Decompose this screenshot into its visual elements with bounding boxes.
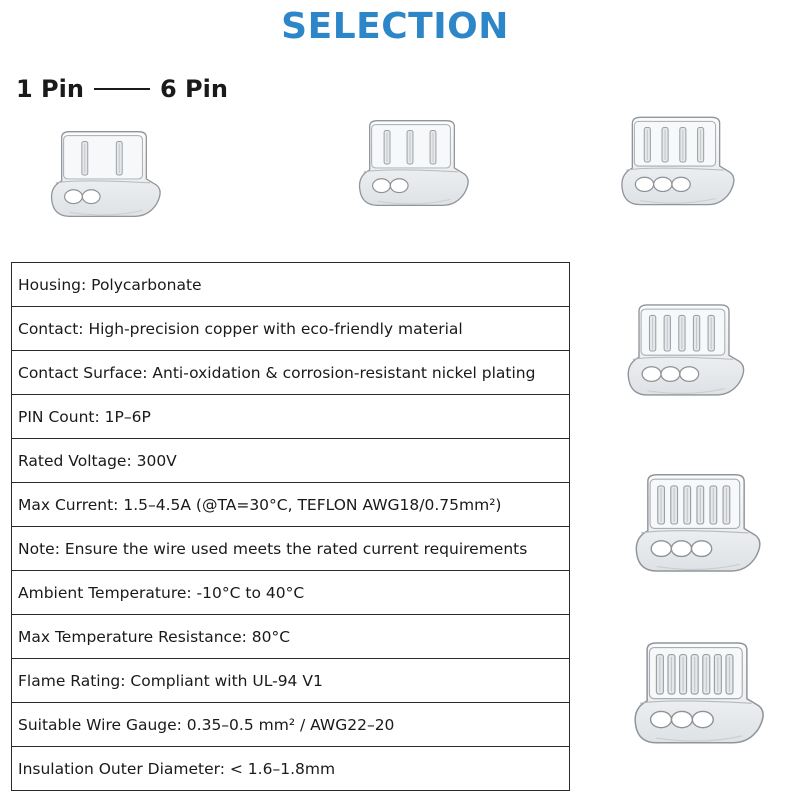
connector-image-4pin	[616, 296, 752, 406]
spec-row	[12, 527, 570, 571]
page-title: SELECTION	[281, 6, 509, 47]
spec-table	[11, 262, 570, 791]
connector-image-2pin	[348, 112, 476, 216]
spec-cell: Flame Rating: Compliant with UL-94 V1	[12, 659, 570, 703]
spec-row	[12, 263, 570, 307]
spec-row	[12, 351, 570, 395]
connector-image-3pin	[610, 110, 742, 214]
spec-cell: Housing: Polycarbonate	[12, 263, 570, 307]
spec-row	[12, 307, 570, 351]
spec-cell: Rated Voltage: 300V	[12, 439, 570, 483]
pin-range-dash	[94, 88, 150, 90]
spec-row	[12, 615, 570, 659]
pin-range-from: 1 Pin	[16, 75, 84, 103]
connector-image-6pin	[618, 636, 776, 752]
spec-cell: Contact: High-precision copper with eco-friendly material	[12, 307, 570, 351]
connector-image-5pin	[618, 468, 774, 580]
spec-row	[12, 395, 570, 439]
spec-row	[12, 747, 570, 791]
spec-cell: Contact Surface: Anti-oxidation & corrosion-resistant nickel plating	[12, 351, 570, 395]
spec-cell: Note: Ensure the wire used meets the rated current requirements	[12, 527, 570, 571]
spec-row	[12, 659, 570, 703]
spec-cell: PIN Count: 1P–6P	[12, 395, 570, 439]
spec-row	[12, 483, 570, 527]
spec-cell: Max Temperature Resistance: 80°C	[12, 615, 570, 659]
spec-row	[12, 703, 570, 747]
spec-cell: Max Current: 1.5–4.5A (@TA=30°C, TEFLON AWG18/0.75mm²)	[12, 483, 570, 527]
spec-row	[12, 439, 570, 483]
spec-row	[12, 571, 570, 615]
spec-cell: Suitable Wire Gauge: 0.35–0.5 mm² / AWG22–20	[12, 703, 570, 747]
connector-image-1pin	[40, 112, 168, 238]
spec-cell: Ambient Temperature: -10°C to 40°C	[12, 571, 570, 615]
pin-range-label	[16, 72, 228, 106]
pin-range-to: 6 Pin	[159, 75, 228, 103]
spec-cell: Insulation Outer Diameter: < 1.6–1.8mm	[12, 747, 570, 791]
